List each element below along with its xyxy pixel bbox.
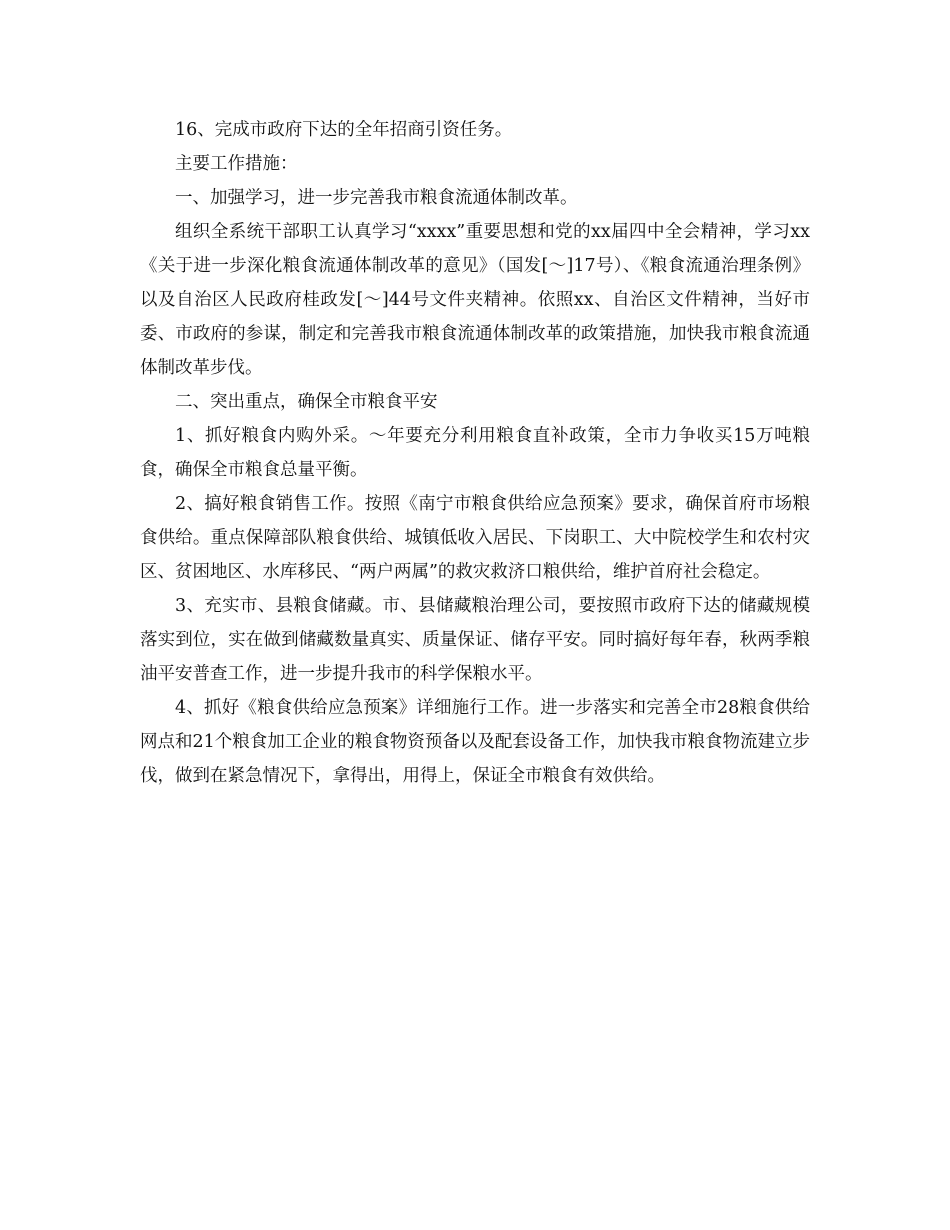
paragraph-item-3-storage: 3、充实市、县粮食储藏。市、县储藏粮治理公司，要按照市政府下达的储藏规模落实到位，实在做到储藏数量真实、质量保证、储存平安。同时搞好每年春，秋两季粮油平安普查工作，进一步提升我市的科学保粮水平。 (140, 596, 810, 684)
paragraph-main-measures-heading: 主要工作措施： (175, 154, 298, 174)
paragraph-section-one-heading: 一、加强学习，进一步完善我市粮食流通体制改革。 (175, 188, 578, 208)
paragraph-item-2-sales: 2、搞好粮食销售工作。按照《南宁市粮食供给应急预案》要求，确保首府市场粮食供给。重点保障部队粮食供给、城镇低收入居民、下岗职工、大中院校学生和农村灾区、贫困地区、水库移民、“两户两属”的救灾救济口粮供给，维护首府社会稳定。 (140, 494, 810, 582)
paragraph-study-reform: 组织全系统干部职工认真学习“xxxx”重要思想和党的xx届四中全会精神，学习xx《关于进一步深化粮食流通体制改革的意见》（国发[～]17号）、《粮食流通治理条例》以及自治区人民政府桂政发[～]44号文件夹精神。依照xx、自治区文件精神，当好市委、市政府的参谋，制定和完善我市粮食流通体制改革的政策措施，加快我市粮食流通体制改革步伐。 (140, 222, 810, 378)
paragraph-item-1-procurement: 1、抓好粮食内购外采。～年要充分利用粮食直补政策，全市力争收买15万吨粮食，确保全市粮食总量平衡。 (140, 426, 810, 480)
paragraph-item-4-emergency-plan: 4、抓好《粮食供给应急预案》详细施行工作。进一步落实和完善全市28粮食供给网点和21个粮食加工企业的粮食物资预备以及配套设备工作，加快我市粮食物流建立步伐，做到在紧急情况下，拿得出，用得上，保证全市粮食有效供给。 (140, 698, 810, 786)
document-body (140, 113, 810, 793)
paragraph-investment-task: 16、完成市政府下达的全年招商引资任务。 (175, 120, 513, 140)
paragraph-section-two-heading: 二、突出重点，确保全市粮食平安 (175, 392, 438, 412)
